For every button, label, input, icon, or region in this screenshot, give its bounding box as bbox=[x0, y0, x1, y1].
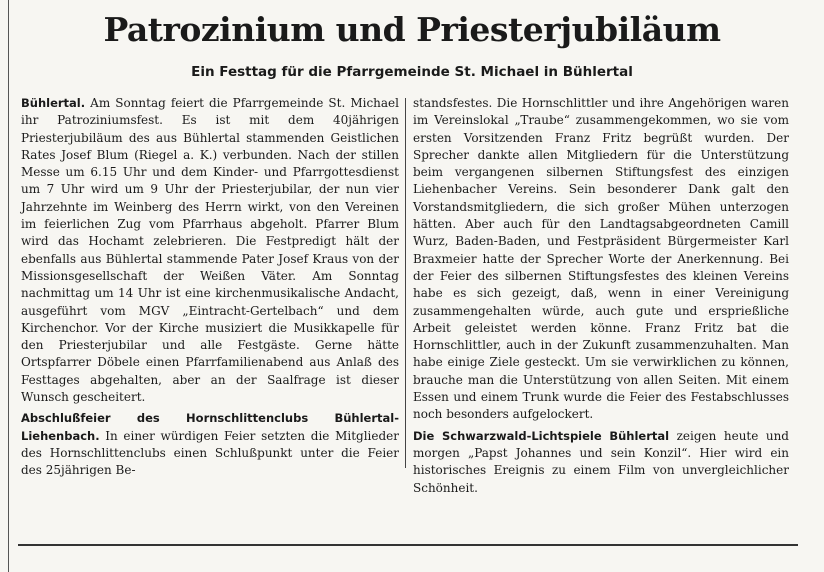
headline: Patrozinium und Priesterjubiläum bbox=[103, 10, 721, 49]
paragraph-hornschlitten-cont bbox=[413, 95, 789, 424]
paragraph-lichtspiele bbox=[413, 428, 789, 497]
dateline: Bühlertal. bbox=[21, 96, 86, 110]
paragraph-text: zeigen heute und morgen „Papst Johannes und sein Konzil“. Hier wird ein historisches Ereignis zu einem Film von unvergleichlicher Schönheit. bbox=[413, 428, 789, 495]
paragraph-text: Am Sonntag feiert die Pfarrgemeinde St. Michael ihr Patroziniumsfest. Es ist mit dem 40jährigen Priesterjubiläum des aus Bühlertal stammenden Geistlichen Rates Josef Blum (Riegel a. K.) verbunden. Nach der stillen Messe um 6.15 Uhr und dem Kinder- und Pfarrgottesdienst um 7 Uhr wird um 9 Uhr der Priesterjubilar, der nun vier Jahrzehnte im Weinberg des Herrn wirkt, von den Vereinen im feierlichen Zug vom Pfarrhaus abgeholt. Pfarrer Blum wird das Hochamt zelebrieren. Die Festpredigt hält der ebenfalls aus Bühlertal stammende Pater Josef Kraus von der Missionsgesellschaft der Weißen Väter. Am Sonntag nachmittag um 14 Uhr ist eine kirchenmusikalische Andacht, ausgeführt vom MGV „Eintracht-Gertelbach“ und dem Kirchenchor. Vor der Kirche musiziert die Musikkapelle für den Priesterjubilar und alle Festgäste. Gerne hätte Ortspfarrer Döbele einen Pfarrfamilienabend aus Anlaß des Festtages abgehalten, aber an der Saalfrage ist dieser Wunsch gescheitert. bbox=[21, 96, 399, 405]
right-column bbox=[413, 95, 789, 497]
paragraph-text: In einer würdigen Feier setzten die Mitglieder des Hornschlittenclubs einen Schlußpunkt unter die Feier des 25jährigen Be- bbox=[21, 428, 399, 478]
left-edge-rule bbox=[8, 0, 9, 572]
paragraph-lead: Abschlußfeier des Hornschlittenclubs Bühlertal-Liehenbach. bbox=[21, 411, 399, 443]
paragraph-text: standsfestes. Die Hornschlittler und ihre Angehörigen waren im Vereinslokal „Traube“ zusammengekommen, wo sie vom ersten Vorsitzenden Franz Fritz begrüßt wurden. Der Sprecher dankte allen Mitgliedern für die Unterstützung beim vergangenen silbernen Stiftungsfest des einzigen Liehenbacher Vereins. Sein besonderer Dank galt den Vorstandsmitgliedern, die sich großer Mühen unterzogen hätten. Aber auch für den Landtagsabgeordneten Camill Wurz, Baden-Baden, und Festpräsident Bürgermeister Karl Braxmeier hatte der Sprecher Worte der Anerkennung. Bei der Feier des silbernen Stiftungsfestes des kleinen Vereins habe es sich gezeigt, daß, wenn in einer Vereinigung zusammengehalten würde, auch gute und ersprießliche Arbeit geleistet werden könne. Franz Fritz bat die Hornschlittler, auch in der Zukunft zusammenzuhalten. Man habe einige Ziele gesteckt. Um sie verwirklichen zu können, brauche man die Unterstützung von allen Seiten. Mit einem Essen und einem Trunk wurde die Feier des Festabschlusses noch besonders aufgelockert. bbox=[413, 96, 789, 422]
column-divider bbox=[405, 98, 406, 468]
left-column bbox=[21, 95, 399, 480]
subheadline: Ein Festtag für die Pfarrgemeinde St. Michael in Bühlertal bbox=[191, 64, 633, 80]
bottom-rule bbox=[18, 544, 798, 546]
paragraph-patrozinium bbox=[21, 95, 399, 406]
paragraph-hornschlitten bbox=[21, 410, 399, 479]
paragraph-lead: Die Schwarzwald-Lichtspiele Bühlertal bbox=[413, 428, 670, 443]
